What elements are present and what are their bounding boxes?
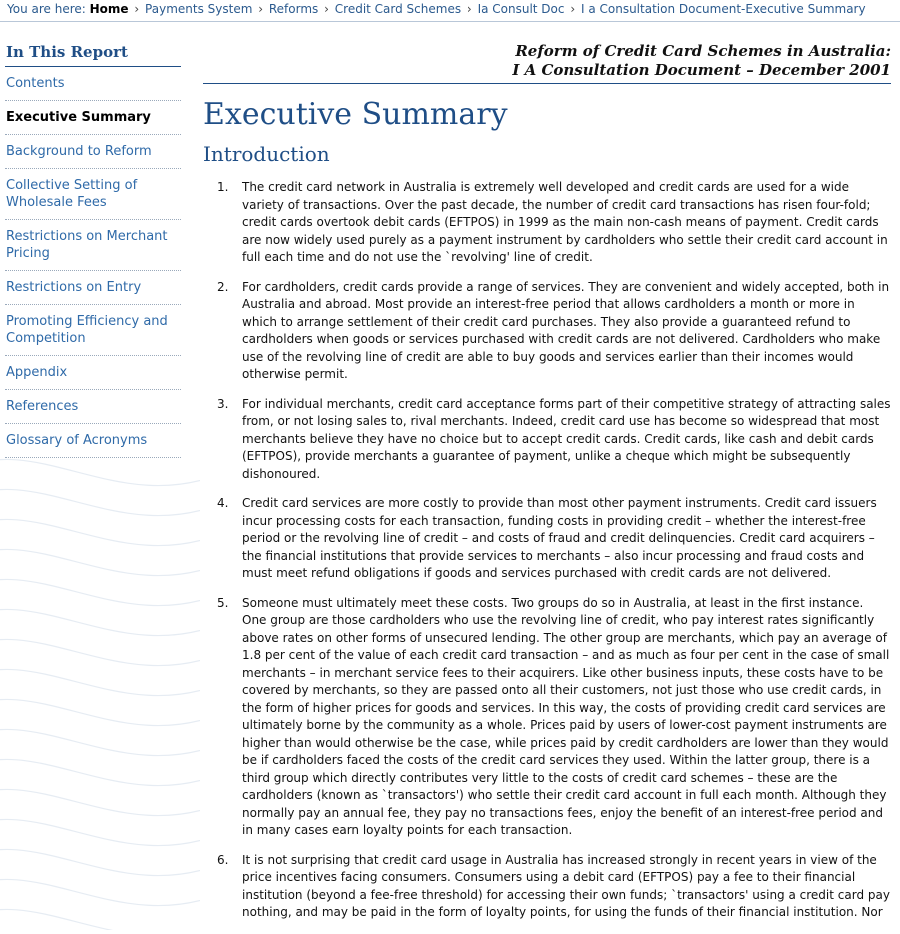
- breadcrumb-separator: ›: [324, 2, 329, 16]
- report-title-line-1: Reform of Credit Card Schemes in Australia:: [515, 42, 891, 60]
- main-content: [203, 40, 891, 934]
- page-title: Executive Summary: [203, 97, 508, 132]
- sidebar-item-background-to-reform[interactable]: Background to Reform: [5, 135, 181, 169]
- breadcrumb-separator: ›: [258, 2, 264, 16]
- breadcrumb-link-payments-system[interactable]: Payments System: [145, 2, 253, 16]
- sidebar-item-collective-setting-of-wholesale-fees[interactable]: Collective Setting of Wholesale Fees: [5, 169, 181, 220]
- paragraph-list: [203, 179, 891, 922]
- sidebar-item-appendix[interactable]: Appendix: [5, 356, 181, 390]
- breadcrumb-link-ia-consult-doc[interactable]: Ia Consult Doc: [477, 2, 565, 16]
- section-title: Introduction: [203, 142, 330, 166]
- sidebar-item-restrictions-on-merchant-pricing[interactable]: Restrictions on Merchant Pricing: [5, 220, 181, 271]
- paragraph-3: [203, 396, 891, 484]
- breadcrumb-home-link[interactable]: Home: [89, 2, 129, 16]
- paragraph-1: [203, 179, 891, 267]
- breadcrumb-link-reforms[interactable]: Reforms: [268, 2, 319, 16]
- paragraph-text: For individual merchants, credit card acceptance forms part of their competitive strategy of attracting sales from, or not losing sales to, rival merchants. Indeed, credit card use has become so widespread that most merchants believe they have no choice but to accept credit cards. Credit cards, like cash and debit cards (EFTPOS), provide merchants a guarantee of payment, unlike a cheque which might be subsequently dishonoured.: [242, 396, 891, 481]
- sidebar-item-references[interactable]: References: [5, 390, 181, 424]
- sidebar-item-glossary-of-acronyms[interactable]: Glossary of Acronyms: [5, 424, 181, 458]
- paragraph-number: 5.: [217, 595, 229, 610]
- paragraph-number: 1.: [217, 180, 229, 194]
- report-title: [203, 40, 891, 84]
- report-title-line-2: I A Consultation Document – December 2001: [512, 61, 891, 79]
- breadcrumb-current: I a Consultation Document-Executive Summary: [580, 2, 866, 16]
- paragraph-text: The credit card network in Australia is extremely well developed and credit cards are used for a wide variety of transactions. Over the past decade, the number of credit card transactions has risen four-fold; credit cards overtook debit cards (EFTPOS) in 1999 as the main non-cash means of payment. Credit cards are now widely used purely as a payment instrument by cardholders who settle their credit card account in full each time and do not use the `revolving' line of credit.: [242, 180, 888, 264]
- breadcrumb-link-credit-card-schemes[interactable]: Credit Card Schemes: [334, 2, 462, 16]
- paragraph-text: Credit card services are more costly to provide than most other payment instruments. Credit card issuers incur processing costs for each transaction, funding costs in providing credit – whether the interest-free period or the revolving line of credit – and costs of fraud and credit delinquencies. Credit card acquirers – the financial institutions that provide services to merchants – also incur processing and fraud costs and must meet refund obligations if goods and services purchased with credit cards are not delivered.: [242, 496, 877, 580]
- sidebar-item-restrictions-on-entry[interactable]: Restrictions on Entry: [5, 271, 181, 305]
- paragraph-number: 6.: [217, 852, 229, 867]
- breadcrumb-separator: ›: [570, 2, 576, 16]
- paragraph-text: For cardholders, credit cards provide a range of services. They are convenient and widely accepted, both in Australia and abroad. Most provide an interest-free period that allows cardholders a month or more in which to arrange settlement of their credit card purchases. They also provide a guaranteed refund to cardholders when goods or services purchased with credit cards are not delivered. Cardholders who make use of the revolving line of credit are able to buy goods and services earlier than their incomes would otherwise permit.: [242, 279, 890, 381]
- sidebar-item-executive-summary[interactable]: Executive Summary: [5, 101, 181, 135]
- paragraph-number: 2.: [217, 279, 229, 294]
- paragraph-number: 3.: [217, 396, 229, 411]
- sidebar-item-promoting-efficiency-and-competition[interactable]: Promoting Efficiency and Competition: [5, 305, 181, 356]
- paragraph-2: [203, 279, 891, 384]
- sidebar-item-contents[interactable]: Contents: [5, 67, 181, 101]
- breadcrumb: [7, 2, 897, 17]
- breadcrumb-separator: ›: [134, 2, 140, 16]
- paragraph-number: 4.: [217, 496, 229, 510]
- breadcrumb-separator: ›: [466, 2, 472, 16]
- breadcrumb-lead: You are here:: [7, 2, 86, 16]
- sidebar: [5, 40, 181, 458]
- paragraph-text: It is not surprising that credit card usage in Australia has increased strongly in recent years in view of the price incentives facing consumers. Consumers using a debit card (EFTPOS) pay a fee to their financial institution (beyond a fee-free threshold) for accessing their own funds; `transactors' using a credit card pay nothing, and may be paid in the form of loyalty points, for using the funds of their financial institution. Nor: [242, 852, 890, 919]
- paragraph-4: [203, 495, 891, 583]
- sidebar-heading: In This Report: [5, 40, 181, 67]
- paragraph-6: [203, 852, 891, 922]
- paragraph-5: [203, 595, 891, 840]
- paragraph-text: Someone must ultimately meet these costs. Two groups do so in Australia, at least in the first instance. One group are those cardholders who use the revolving line of credit, who pay interest rates significantly above rates on other forms of unsecured lending. The other group are merchants, which pay an average of 1.8 per cent of the value of each credit card transaction – and as much as four per cent in the case of small merchants – in merchant service fees to their acquirers. Like other business inputs, these costs have to be covered by merchants, so they are passed onto all their customers, not just those who use credit cards, in the form of higher prices for goods and services. In this way, the costs of providing credit card services are ultimately borne by the community as a whole. Prices paid by users of lower-cost payment instruments are higher than would otherwise be the case, while prices paid by credit cardholders are lower than they would be if cardholders faced the costs of the credit card services they used. Within the latter group, there is a third group which directly contributes very little to the costs of credit card schemes – these are the cardholders (known as `transactors') who settle their credit card account in full each month. Although they normally pay an annual fee, they pay no transactions fees, enjoy the benefit of an interest-free period and in many cases earn loyalty points for each transaction.: [242, 595, 890, 837]
- top-divider: [0, 21, 900, 22]
